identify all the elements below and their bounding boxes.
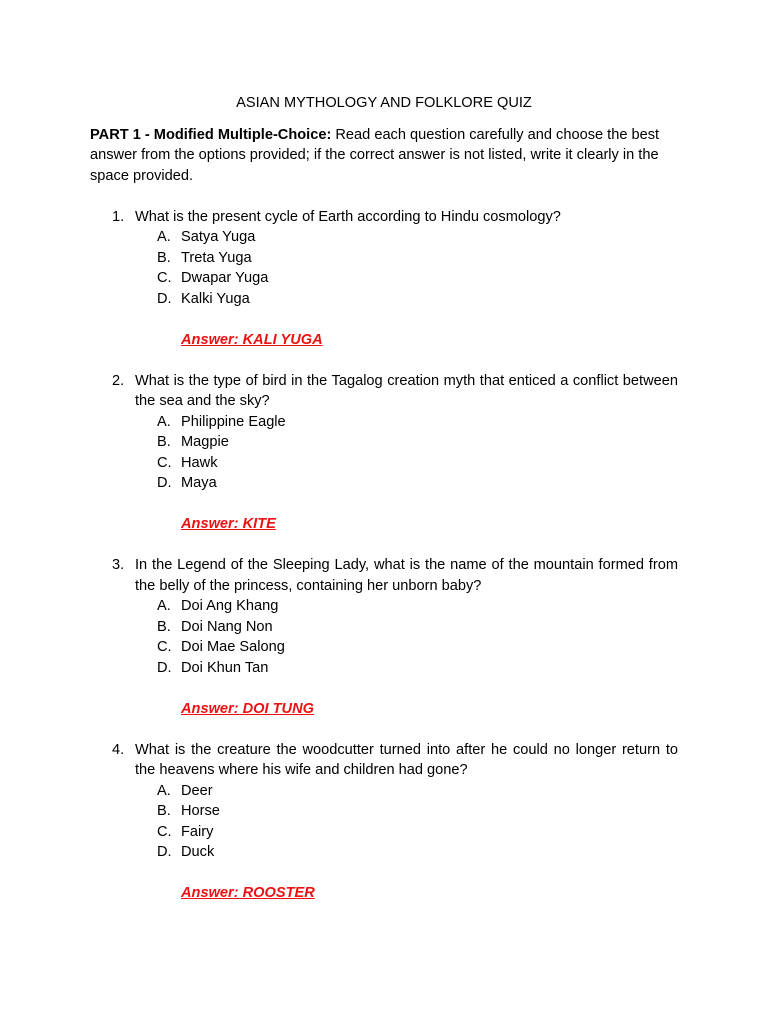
question-list xyxy=(90,207,678,904)
document-page xyxy=(90,93,678,924)
option-letter: A. xyxy=(157,413,171,430)
option-list xyxy=(90,781,678,863)
option-text: Duck xyxy=(181,844,215,860)
question-1 xyxy=(90,207,678,351)
option-letter: B. xyxy=(157,434,171,450)
answer-text: Answer: DOI TUNG xyxy=(181,700,314,717)
option-letter: B. xyxy=(157,803,171,819)
option-text: Fairy xyxy=(181,823,214,840)
option-letter: C. xyxy=(157,823,172,840)
option-a xyxy=(90,596,678,617)
option-text: Philippine Eagle xyxy=(181,413,286,430)
option-letter: A. xyxy=(157,782,171,799)
option-letter: A. xyxy=(157,598,171,614)
option-letter: A. xyxy=(157,229,171,245)
option-letter: D. xyxy=(157,290,172,307)
option-letter: C. xyxy=(157,454,172,471)
option-letter: C. xyxy=(157,270,172,286)
option-c xyxy=(90,453,678,474)
question-2 xyxy=(90,371,678,535)
option-letter: B. xyxy=(157,249,171,266)
option-text: Horse xyxy=(181,803,220,819)
question-number: 3. xyxy=(112,557,125,573)
option-b xyxy=(90,248,678,269)
quiz-title: ASIAN MYTHOLOGY AND FOLKLORE QUIZ xyxy=(236,95,532,111)
instructions-text: Read each question carefully and choose the best answer from the options provided; if the correct answer is not listed, write it clearly in the space provided. xyxy=(90,126,660,184)
option-c xyxy=(90,637,678,658)
option-letter: D. xyxy=(157,844,172,860)
option-list xyxy=(90,227,678,309)
option-letter: B. xyxy=(157,618,171,635)
answer-text: Answer: KALI YUGA xyxy=(181,331,323,348)
question-number: 4. xyxy=(112,741,125,758)
option-list xyxy=(90,412,678,494)
question-text: In the Legend of the Sleeping Lady, what is the name of the mountain formed from the belly of the princess, containing her unborn baby? xyxy=(135,557,678,594)
option-text: Hawk xyxy=(181,454,218,471)
option-text: Dwapar Yuga xyxy=(181,270,269,286)
answer-text: Answer: ROOSTER xyxy=(181,885,315,901)
option-text: Doi Nang Non xyxy=(181,618,273,635)
option-text: Deer xyxy=(181,782,213,799)
option-d xyxy=(90,289,678,310)
option-c xyxy=(90,268,678,289)
option-text: Doi Khun Tan xyxy=(181,659,269,676)
option-b xyxy=(90,801,678,822)
option-letter: C. xyxy=(157,639,172,655)
instructions xyxy=(90,125,678,187)
question-number: 2. xyxy=(112,372,125,389)
option-letter: D. xyxy=(157,475,172,491)
question-4 xyxy=(90,740,678,904)
option-text: Doi Ang Khang xyxy=(181,598,279,614)
option-a xyxy=(90,227,678,248)
option-text: Treta Yuga xyxy=(181,249,252,266)
option-a xyxy=(90,781,678,802)
option-d xyxy=(90,842,678,863)
option-text: Satya Yuga xyxy=(181,229,256,245)
option-d xyxy=(90,658,678,679)
question-text: What is the creature the woodcutter turned into after he could no longer return to the heavens where his wife and children had gone? xyxy=(135,741,678,778)
question-header xyxy=(90,555,678,596)
question-header xyxy=(90,371,678,412)
option-b xyxy=(90,432,678,453)
answer-text: Answer: KITE xyxy=(181,516,276,532)
question-3 xyxy=(90,555,678,719)
question-text: What is the type of bird in the Tagalog creation myth that enticed a conflict between the sea and the sky? xyxy=(135,372,678,409)
option-letter: D. xyxy=(157,659,172,676)
question-text: What is the present cycle of Earth according to Hindu cosmology? xyxy=(135,208,561,225)
option-d xyxy=(90,473,678,494)
option-text: Maya xyxy=(181,475,217,491)
option-list xyxy=(90,596,678,678)
question-header xyxy=(90,740,678,781)
question-number: 1. xyxy=(112,208,125,225)
option-a xyxy=(90,412,678,433)
option-b xyxy=(90,617,678,638)
option-text: Magpie xyxy=(181,434,229,450)
option-c xyxy=(90,822,678,843)
option-text: Kalki Yuga xyxy=(181,290,250,307)
option-text: Doi Mae Salong xyxy=(181,639,285,655)
question-header xyxy=(90,207,678,228)
part-label: PART 1 - Modified Multiple-Choice: xyxy=(90,126,332,143)
